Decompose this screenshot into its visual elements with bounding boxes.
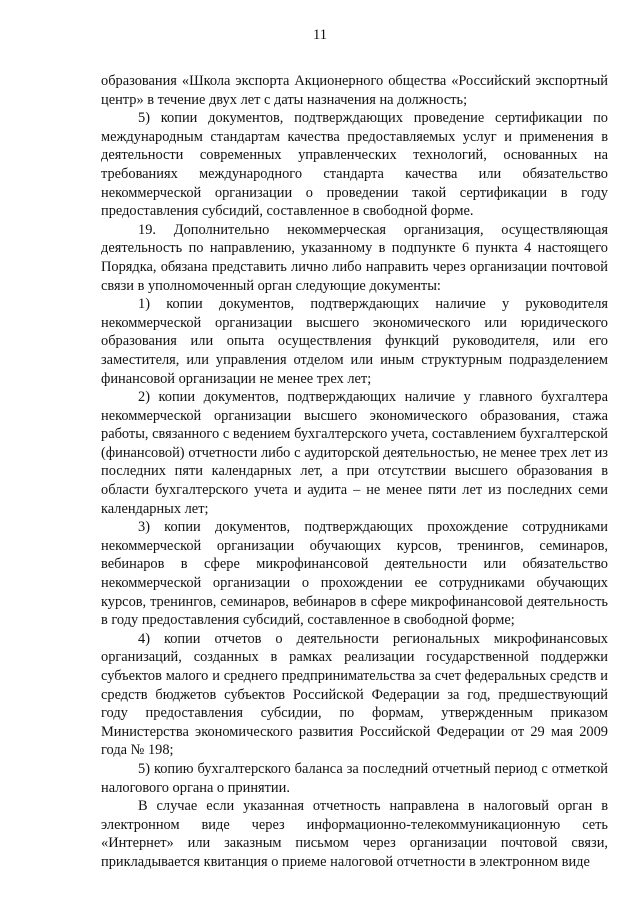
paragraph-electronic-reporting: В случае если указанная отчетность направлена в налоговый орган в электронном виде через информационно-телекоммуникационную сеть «Интернет» или заказным письмом через организации почтовой связи, прикладывается квитанция о приеме налоговой отчетности в электронном виде <box>101 798 608 870</box>
paragraph-item-5-balance: 5) копию бухгалтерского баланса за последний отчетный период с отметкой налогового органа о принятии. <box>101 760 608 796</box>
paragraph-clause-19: 19. Дополнительно некоммерческая организация, осуществляющая деятельность по направлению, указанному в подпункте 6 пункта 4 настоящего Порядка, обязана представить лично либо направить через организации почтовой связи в уполномоченный орган следующие документы: <box>101 221 608 294</box>
document-body <box>101 72 608 872</box>
paragraph-item-5-certification: 5) копии документов, подтверждающих проведение сертификации по международным стандартам качества предоставляемых услуг и применения в деятельности современных управленческих технологий, основанных на требованиях международного стандарта качества или обязательство некоммерческой организации о проведении такой сертификации в году предоставления субсидий, составленное в свободной форме. <box>101 110 608 220</box>
page-number: 11 <box>313 27 327 43</box>
paragraph-item-4-reports: 4) копии отчетов о деятельности региональных микрофинансовых организаций, созданных в рамках реализации государственной поддержки субъектов малого и среднего предпринимательства за счет федеральных средств и средств бюджетов субъектов Российской Федерации за год, предшествующий году предоставления субсидии, по формам, утвержденным приказом Министерства экономического развития Российской Федерации от 29 мая 2009 года № 198; <box>101 630 608 759</box>
paragraph-item-1-director: 1) копии документов, подтверждающих наличие у руководителя некоммерческой организации высшего экономического или юридического образования или опыта осуществления функций руководителя, или его заместителя, или управления отделом или иным структурным подразделением финансовой организации не менее трех лет; <box>101 296 608 387</box>
paragraph-education-continuation: образования «Школа экспорта Акционерного общества «Российский экспортный центр» в течение двух лет с даты назначения на должность; <box>101 73 608 108</box>
paragraph-item-2-accountant: 2) копии документов, подтверждающих наличие у главного бухгалтера некоммерческой организации высшего экономического образования, стажа работы, связанного с ведением бухгалтерского учета, составлением бухгалтерской (финансовой) отчетности либо с аудиторской деятельностью, не менее трех лет из последних пяти календарных лет, а при отсутствии высшего образования в области бухгалтерского учета и аудита – не менее пяти лет из последних семи календарных лет; <box>101 389 608 517</box>
paragraph-item-3-training: 3) копии документов, подтверждающих прохождение сотрудниками некоммерческой организации обучающих курсов, тренингов, семинаров, вебинаров в сфере микрофинансовой деятельности или обязательство некоммерческой организации о прохождении ее сотрудниками обучающих курсов, тренингов, семинаров, вебинаров в сфере микрофинансовой деятельность в году предоставления субсидий, составленное в свободной форме; <box>101 519 608 629</box>
